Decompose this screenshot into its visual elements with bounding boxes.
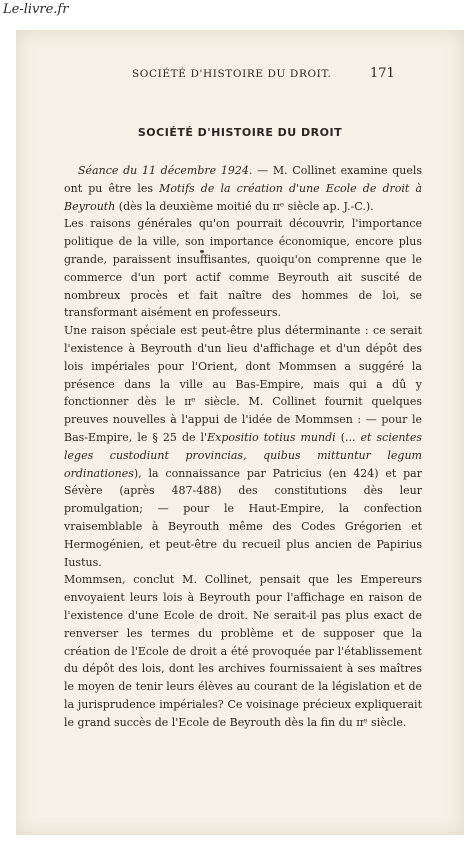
- section-title: SOCIÉTÉ D'HISTOIRE DU DROIT: [137, 126, 343, 139]
- paragraph-text: ), la connaissance par Patricius (en 424) et par Sévère (après 487-488) des constitutions dès leur promulgation; — pour le Haut-Empire, la confection vraisemblable à Beyrouth même des Codes Grégorien et Hermogénien, et peut-être du recueil plus ancien de Papirius Iustus.: [64, 466, 422, 569]
- paragraph-conclusion: [64, 571, 422, 731]
- paragraph-seance: [64, 162, 422, 215]
- paragraph-text: siècle. M. Collinet fournit quelques preuves nouvelles à l'appui de l'idée de Mommsen : — pour le Bas-Empire, le § 25 de l': [64, 395, 422, 444]
- paragraph-text: — M. Collinet examine quels ont pu être les: [64, 164, 422, 195]
- running-head: [16, 68, 464, 86]
- century-numeral: ɪɪᵉ: [272, 199, 285, 213]
- paragraph-text: (: [335, 430, 346, 444]
- paragraph-text: siècle ap. J.-C.).: [284, 199, 374, 213]
- lecture-title: Motifs de la création d'une Ecole de droit à Beyrouth: [64, 181, 422, 213]
- work-title: Expositio totius mundi: [207, 430, 336, 444]
- book-page: [16, 30, 464, 835]
- century-numeral: ɪɪᵉ: [356, 715, 368, 729]
- paragraph-text: Une raison spéciale est peut-être plus déterminante : ce serait l'existence à Beyrouth d'un lieu d'affichage et d'un dépôt des lois impériales pour l'Orient, dont Mommsen a suggéré la présence dans la ville au Bas-Empire, mais qui a dû y fonctionner dès le: [64, 324, 422, 409]
- century-numeral: ɪɪᵉ: [184, 395, 196, 409]
- paragraph-text: Mommsen, conclut M. Collinet, pensait que les Empereurs envoyaient leurs lois à Beyrouth pour l'affichage en raison de l'existence d'une Ecole de droit. Ne serait-il pas plus exact de renverser les termes du problème et de supposer que la création de l'Ecole de droit a été provoquée par l'établissement du dépôt des lois, dont les archives fournissaient à ses maîtres le moyen de tenir leurs élèves au courant de la législation et de la jurisprudence impériales? Ce voisinage précieux expliquerait le grand succès de l'Ecole de Beyrouth dès la fin du: [64, 573, 422, 729]
- paragraph-raison-speciale: [64, 322, 422, 571]
- paragraph-text: (dès la deuxième moitié du: [115, 199, 273, 213]
- seller-watermark: Le-livre.fr: [3, 2, 69, 17]
- article-body: [64, 162, 422, 732]
- session-date: Séance du 11 décembre 1924.: [78, 164, 253, 177]
- latin-quotation: ... et scientes leges custodiunt provincias, quibus mittuntur legum ordinationes: [64, 430, 423, 480]
- running-head-title: SOCIÉTÉ D'HISTOIRE DU DROIT.: [132, 68, 332, 80]
- page-number: 171: [370, 66, 395, 81]
- paragraph-raisons-generales: Les raisons générales qu'on pourrait découvrir, l'importance politique de la ville, son importance économique, encore plus grande, paraissent insuffisantes, quoiqu'on comprenne que le commerce d'un port actif comme Beyrouth ait suscité de nombreux procès et fait naître des hommes de loi, se transformant aisément en professeurs.: [64, 217, 422, 320]
- paragraph-text: siècle.: [367, 715, 407, 729]
- ink-speck: [200, 250, 204, 253]
